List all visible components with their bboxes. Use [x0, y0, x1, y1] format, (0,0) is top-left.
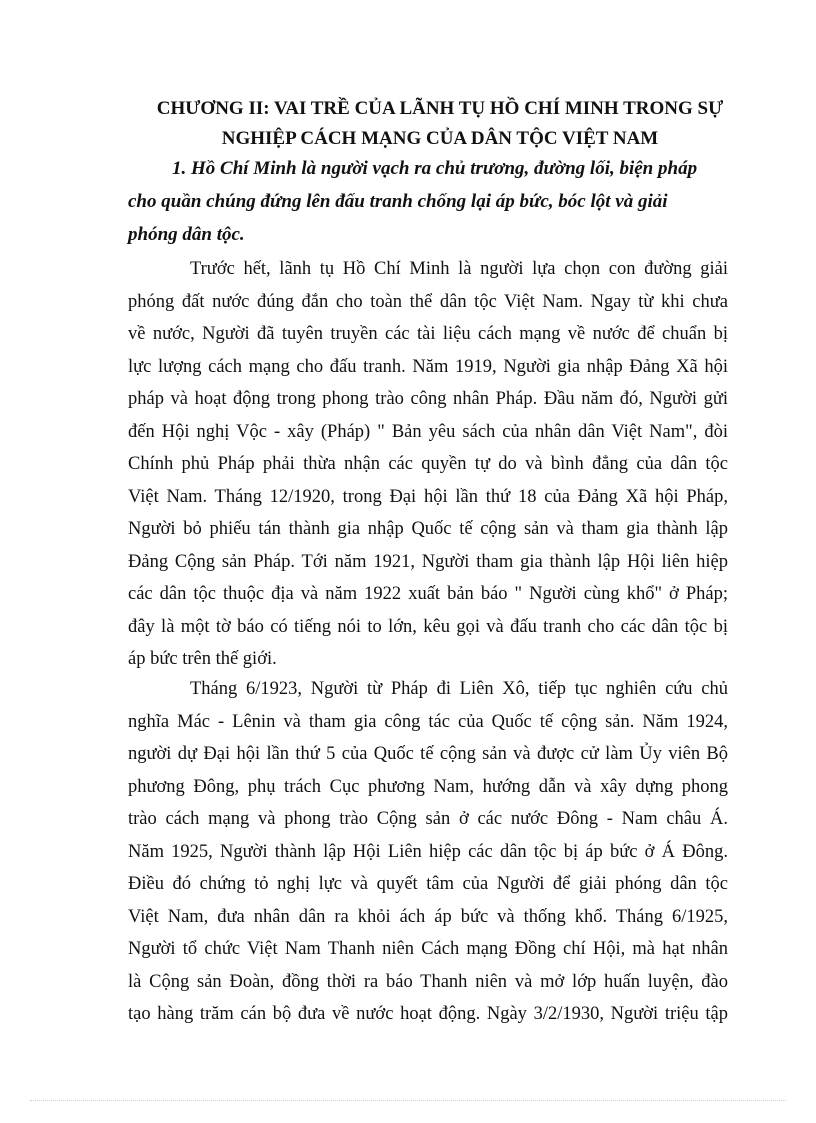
section-heading-line: cho quần chúng đứng lên đấu tranh chống lại áp bức, bóc lột và giải — [128, 191, 668, 212]
chapter-title-line: NGHIỆP CÁCH MẠNG CỦA DÂN TỘC VIỆT NAM — [221, 128, 659, 149]
chapter-title-line: CHƯƠNG II: VAI TRỀ CỦA LÃNH TỤ HỒ CHÍ MINH TRONG SỰ — [156, 98, 724, 119]
paragraph-line: Đảng Cộng sản Pháp. Tới năm 1921, Người tham gia thành lập Hội liên hiệp — [128, 551, 728, 572]
paragraph-line: nghĩa Mác - Lênin và tham gia công tác của Quốc tế cộng sản. Năm 1924, — [128, 711, 728, 732]
paragraph-line: phương Đông, phụ trách Cục phương Nam, hướng dẫn và xây dựng phong — [128, 776, 728, 797]
paragraph-line: Việt Nam. Tháng 12/1920, trong Đại hội lần thứ 18 của Đảng Xã hội Pháp, — [128, 486, 728, 507]
paragraph-line: phóng đất nước đúng đắn cho toàn thể dân tộc Việt Nam. Ngay từ khi chưa — [128, 291, 728, 312]
paragraph-line: là Cộng sản Đoàn, đồng thời ra báo Thanh niên và mở lớp huấn luyện, đào — [128, 971, 728, 992]
paragraph — [128, 253, 728, 676]
chapter-title — [100, 94, 780, 154]
paragraph-line: các dân tộc thuộc địa và năm 1922 xuất bản báo " Người cùng khổ" ở Pháp; — [128, 584, 728, 604]
paragraph-line: pháp và hoạt động trong phong trào công nhân Pháp. Đầu năm đó, Người gửi — [128, 389, 728, 409]
paragraph-line: đây là một tờ báo có tiếng nói to lớn, kêu gọi và đấu tranh cho các dân tộc bị — [128, 616, 728, 637]
paragraph-line: lực lượng cách mạng cho đấu tranh. Năm 1919, Người gia nhập Đảng Xã hội — [128, 356, 728, 377]
paragraph-line: Người bỏ phiếu tán thành gia nhập Quốc tế cộng sản và tham gia thành lập — [128, 519, 728, 539]
paragraph-line: áp bức trên thế giới. — [128, 649, 277, 669]
paragraph-line: Điều đó chứng tỏ nghị lực và quyết tâm của Người để giải phóng dân tộc — [128, 874, 728, 894]
page-footer-divider — [30, 1100, 786, 1101]
paragraph-line: Người tổ chức Việt Nam Thanh niên Cách mạng Đồng chí Hội, mà hạt nhân — [128, 939, 728, 959]
section-heading — [128, 152, 728, 251]
paragraph-line: Chính phủ Pháp phải thừa nhận các quyền tự do và bình đẳng của dân tộc — [128, 454, 728, 474]
paragraph-line: Trước hết, lãnh tụ Hồ Chí Minh là người lựa chọn con đường giải — [190, 259, 728, 279]
paragraph-line: Việt Nam, đưa nhân dân ra khỏi ách áp bức và thống khổ. Tháng 6/1925, — [128, 906, 728, 927]
section-heading-line: 1. Hồ Chí Minh là người vạch ra chủ trương, đường lối, biện pháp — [172, 158, 698, 179]
paragraph-line: đến Hội nghị Vộc - xây (Pháp) " Bản yêu sách của nhân dân Việt Nam", đòi — [128, 421, 728, 442]
paragraph-line: về nước, Người đã tuyên truyền các tài liệu cách mạng về nước để chuẩn bị — [128, 324, 728, 344]
paragraph-line: trào cách mạng và phong trào Cộng sản ở các nước Đông - Nam châu Á. — [128, 809, 728, 829]
paragraph-line: Năm 1925, Người thành lập Hội Liên hiệp các dân tộc bị áp bức ở Á Đông. — [128, 841, 728, 862]
paragraph-line: Tháng 6/1923, Người từ Pháp đi Liên Xô, tiếp tục nghiên cứu chủ — [190, 679, 728, 699]
section-heading-line: phóng dân tộc. — [128, 224, 245, 245]
paragraph — [128, 673, 728, 1031]
paragraph-line: tạo hàng trăm cán bộ đưa về nước hoạt động. Ngày 3/2/1930, Người triệu tập — [128, 1004, 728, 1024]
paragraph-line: người dự Đại hội lần thứ 5 của Quốc tế cộng sản và được cử làm Ủy viên Bộ — [128, 744, 728, 764]
